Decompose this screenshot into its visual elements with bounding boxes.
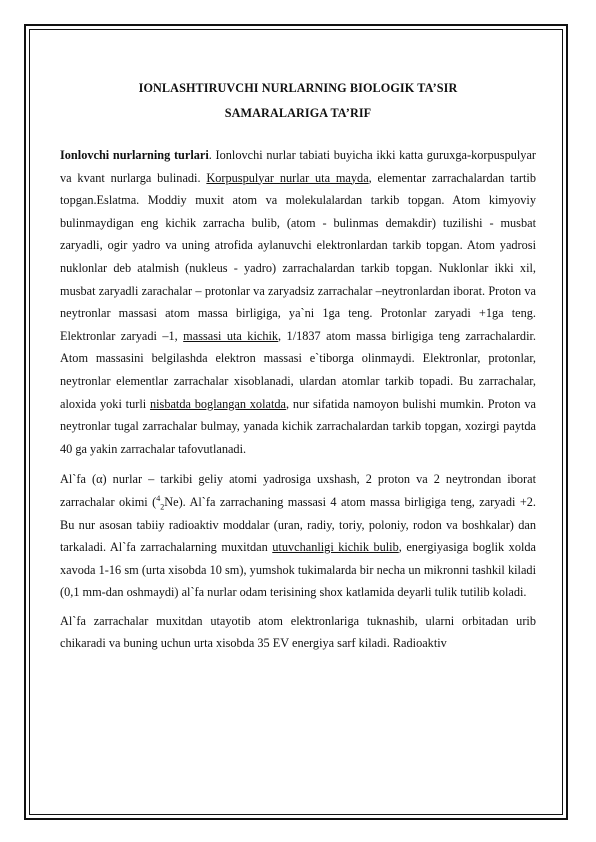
text-segment: , 1/1837 atom massa birligiga teng zarrachalardir. Atom massasini belgilashda elektron massasi e`tiborga olinmaydi. Elektronlar, protonlar, neytronlar elementlar zarrachalar xisoblanadi, ulardan atomlar tarkib topadi. Bu zarrachalar, aloxida yoki turli bbox=[60, 328, 536, 411]
title-line-2: SAMARALARIGA TA’RIF bbox=[224, 106, 372, 120]
text-segment: Al`fa zarrachalar muxitdan utayotib atom elektronlariga tuknashib, ularni orbitadan urib chikaradi va buning uchun urta xisobda 35 EV energiya sarf kiladi. Radioaktiv bbox=[60, 613, 536, 651]
text-segment: Ne). Al`fa zarrachaning massasi 4 atom massa birligiga teng, zaryadi +2. Bu nur asosan tabiiy radioaktiv moddalar (uran, radiy, toriy, poloniy, rodon va boshkalar) dan tarkaladi. Al`fa zarrachalarning muxitdan bbox=[60, 494, 536, 555]
text-segment: , energiyasiga boglik xolda xavoda 1-16 sm (urta xisobda 10 sm), yumshok tukimalarda bir necha un mikronni tashkil kiladi (0,1 mm-dan oshmaydi) al`fa nurlar odam terisining shox katlamida deyarli tulik tutilib koladi. bbox=[60, 540, 537, 600]
document-body bbox=[60, 144, 536, 661]
underlined-phrase: utuvchanligi kichik bulib bbox=[272, 540, 399, 555]
text-segment: , nur sifatida namoyon bulishi mumkin. Proton va neytronlar tugal zarrachalar bulmay, yanada kichik zarrachalardan tarkib topgan, xozirgi paytda 40 ga yakin zarrachalar tafovutlanadi. bbox=[60, 396, 536, 456]
underlined-phrase: Korpuspulyar nurlar uta mayda bbox=[206, 170, 369, 185]
underlined-phrase: massasi uta kichik bbox=[183, 328, 279, 343]
text-segment: , elementar zarrachalardan tartib topgan.Eslatma. Moddiy muxit atom va molekulalardan tarkib topgan. Atom kimyoviy bulinmaydigan eng kichik zarracha bulib, (atom - bulinmas demakdir) tuzilishi - musbat zaryadli, ogir yadro va uning atrofida aylanuvchi elektronlardan tarkib topgan. Atom yadrosi nuklonlar deb atalmish (nukleus - yadro) zarrachalardan tarkib topgan. Nuklonlar ikki xil, musbat zaryadli zarachalar – protonlar va zaryadsiz zarrachalar –neytronlardan iborat. Proton va neytronlar massasi atom massa birligiga, ya`ni 1ga teng. Protonlar zaryadi +1ga teng. Elektronlar zaryadi –1, bbox=[60, 170, 536, 343]
text-segment: . Ionlovchi nurlar tabiati buyicha ikki katta guruxga-korpuspulyar va kvant nurlarga bulinadi. bbox=[60, 148, 536, 185]
title-line-1: IONLASHTIRUVCHI NURLARNING BIOLOGIK TA’SIR bbox=[138, 81, 458, 95]
paragraph-alpha-rays bbox=[60, 468, 536, 604]
superscript: 4 bbox=[156, 493, 161, 503]
paragraph-alpha-ionization bbox=[60, 610, 536, 655]
underlined-phrase: nisbatda boglangan xolatda bbox=[149, 396, 286, 411]
document-title bbox=[60, 76, 536, 126]
paragraph-ionizing-types bbox=[60, 144, 536, 460]
subscript: 2 bbox=[160, 502, 165, 512]
text-segment: Al`fa (α) nurlar – tarkibi geliy atomi yadrosiga uxshash, 2 proton va 2 neytrondan iborat zarrachalar okimi ( bbox=[60, 472, 536, 509]
term-heading: Ionlovchi nurlarning turlari bbox=[60, 148, 209, 162]
